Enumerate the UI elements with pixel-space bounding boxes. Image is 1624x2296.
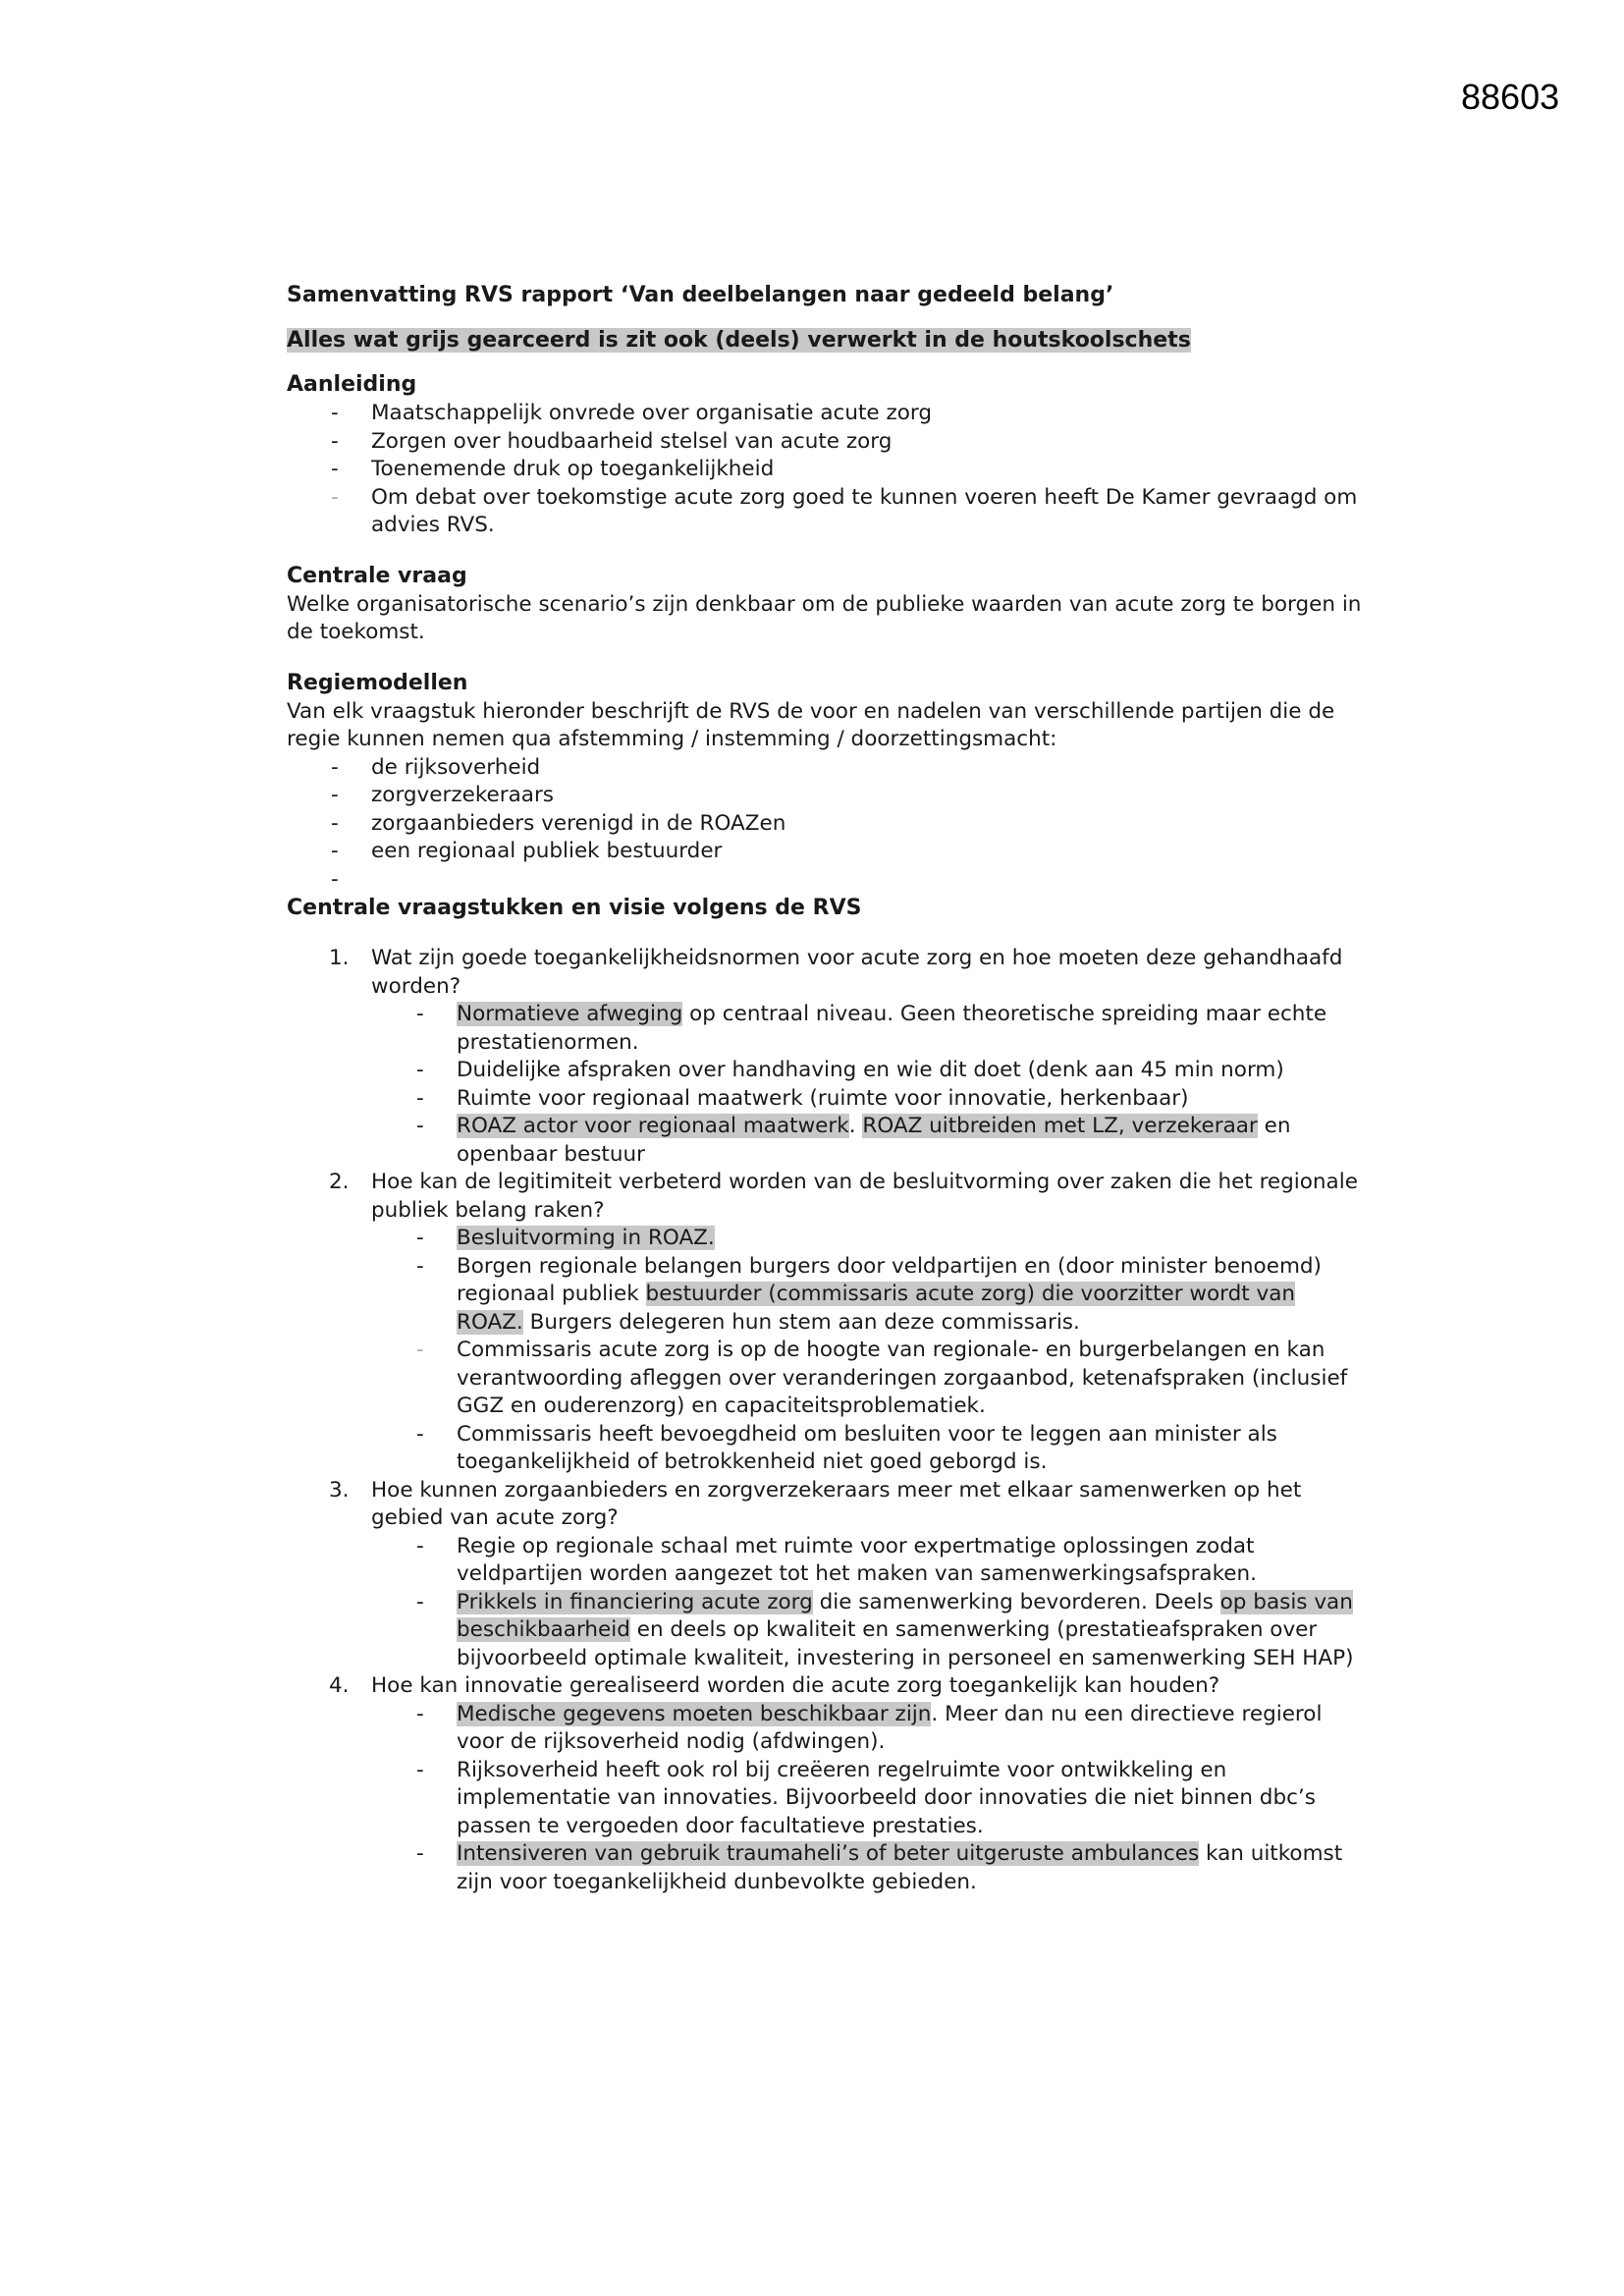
list-item: - Zorgen over houdbaarheid stelsel van acute zorg: [371, 428, 1367, 457]
answer-text: die samenwerking bevorderen. Deels: [812, 1589, 1220, 1614]
question-number: 4.: [329, 1673, 350, 1698]
highlighted-text: Normatieve afweging: [457, 1002, 683, 1026]
answer-text: .: [848, 1114, 863, 1138]
highlighted-text: Besluitvorming in ROAZ.: [457, 1226, 715, 1250]
list-item: - de rijksoverheid: [371, 754, 1367, 783]
list-item: - Om debat over toekomstige acute zorg goed te kunnen voeren heeft De Kamer gevraagd om advies RVS.: [371, 484, 1367, 540]
answer-item: [457, 1701, 1367, 1757]
subtitle-highlight: Alles wat grijs gearceerd is zit ook (deels) verwerkt in de houtskoolschets: [287, 327, 1191, 353]
question-number: 2.: [329, 1170, 350, 1194]
answer-text: Ruimte voor regionaal maatwerk (ruimte voor innovatie, herkenbaar): [457, 1085, 1189, 1111]
regiemodellen-text: Van elk vraagstuk hieronder beschrijft de RVS de voor en nadelen van verschillende partijen die de regie kunnen nemen qua afstemming / instemming / doorzettingsmacht:: [287, 698, 1335, 751]
answer-text: op centraal niveau. Geen theoretische spreiding maar echte prestatienormen.: [457, 1002, 1327, 1055]
heading-vraagstukken: Centrale vraagstukken en visie volgens de RVS: [287, 896, 862, 920]
question-number: 1.: [329, 946, 350, 970]
question-text: Hoe kan innovatie gerealiseerd worden die acute zorg toegankelijk kan houden?: [371, 1673, 1220, 1698]
answer-text: en deels op kwaliteit en samenwerking (prestatieafspraken over bijvoorbeeld optimale kwaliteit, investering in personeel en samenwerking SEH HAP): [457, 1617, 1354, 1670]
question-item: [329, 1169, 1367, 1477]
answer-text: Regie op regionale schaal met ruimte voor expertmatige oplossingen zodat veldpartijen worden aangezet tot het maken van samenwerkingsafspraken.: [457, 1533, 1257, 1586]
question-text: Hoe kan de legitimiteit verbeterd worden van de besluitvorming over zaken die het regionale publiek belang raken?: [371, 1170, 1358, 1223]
question-number: 3.: [329, 1477, 350, 1503]
answer-text: en openbaar bestuur: [457, 1114, 1291, 1167]
answer-text: Commissaris heeft bevoegdheid om besluiten voor te leggen aan minister als toegankelijkheid of betrokkenheid niet goed geborgd is.: [457, 1421, 1277, 1474]
answer-item: [457, 1589, 1367, 1673]
answer-item: [457, 1757, 1367, 1841]
question-text: Wat zijn goede toegankelijkheidsnormen voor acute zorg en hoe moeten deze gehandhaafd worden?: [371, 946, 1343, 999]
centrale-vraag-text: Welke organisatorische scenario’s zijn denkbaar om de publieke waarden van acute zorg te borgen in de toekomst.: [287, 591, 1362, 644]
heading-aanleiding: Aanleiding: [287, 372, 417, 397]
aanleiding-list: [287, 400, 1367, 540]
regiemodellen-list: [287, 754, 1367, 895]
highlighted-text: Prikkels in financiering acute zorg: [457, 1589, 813, 1614]
answer-text: Rijksoverheid heeft ook rol bij creëeren regelruimte voor ontwikkeling en implementatie van innovaties. Bijvoorbeeld door innovaties die niet binnen dbc’s passen te vergoeden door facultatieve prestaties.: [457, 1757, 1316, 1838]
answer-item: [457, 1057, 1367, 1085]
answer-item: [457, 1113, 1367, 1169]
document-subtitle: [287, 327, 1367, 355]
answer-item: [457, 1533, 1367, 1589]
list-item: - Maatschappelijk onvrede over organisatie acute zorg: [371, 400, 1367, 428]
answer-item: [457, 1225, 1367, 1253]
answer-item: [457, 1421, 1367, 1477]
heading-centrale-vraag: Centrale vraag: [287, 563, 467, 588]
highlighted-text: Medische gegevens moeten beschikbaar zijn: [457, 1701, 932, 1726]
answer-list: [371, 1001, 1367, 1169]
heading-regiemodellen: Regiemodellen: [287, 670, 468, 695]
answer-list: [371, 1225, 1367, 1477]
answer-text: Borgen regionale belangen burgers door veldpartijen en (door minister benoemd) regionaal publiek: [457, 1253, 1322, 1306]
list-item: - Toenemende druk op toegankelijkheid: [371, 456, 1367, 484]
highlighted-text: op basis van beschikbaarheid: [457, 1589, 1353, 1642]
answer-item: [457, 1001, 1367, 1057]
answer-item: [457, 1085, 1367, 1114]
highlighted-text: Intensiveren van gebruik traumaheli’s of beter uitgeruste ambulances: [457, 1841, 1200, 1866]
list-item: - een regionaal publiek bestuurder: [371, 838, 1367, 866]
list-item: - zorgaanbieders verenigd in de ROAZen: [371, 810, 1367, 839]
list-item: - zorgverzekeraars: [371, 782, 1367, 810]
answer-list: [371, 1701, 1367, 1897]
document-title: Samenvatting RVS rapport ‘Van deelbelangen naar gedeeld belang’: [287, 283, 1114, 307]
questions-list: [287, 945, 1367, 1896]
highlighted-text: ROAZ actor voor regionaal maatwerk: [457, 1114, 849, 1138]
highlighted-text: bestuurder (commissaris acute zorg) die voorzitter wordt van ROAZ.: [457, 1282, 1296, 1335]
answer-text: kan uitkomst zijn voor toegankelijkheid dunbevolkte gebieden.: [457, 1841, 1343, 1894]
highlighted-text: ROAZ uitbreiden met LZ, verzekeraar: [862, 1114, 1258, 1138]
answer-text: Duidelijke afspraken over handhaving en wie dit doet (denk aan 45 min norm): [457, 1058, 1284, 1082]
answer-text: . Meer dan nu een directieve regierol voor de rijksoverheid nodig (afdwingen).: [457, 1701, 1323, 1754]
answer-item: [457, 1253, 1367, 1338]
question-item: [329, 945, 1367, 1169]
empty-list-item: [371, 866, 1367, 895]
answer-item: [457, 1840, 1367, 1896]
question-item: [329, 1477, 1367, 1673]
document-body: [287, 282, 1367, 1896]
answer-item: [457, 1337, 1367, 1421]
question-text: Hoe kunnen zorgaanbieders en zorgverzekeraars meer met elkaar samenwerken op het gebied van acute zorg?: [371, 1477, 1302, 1530]
answer-list: [371, 1533, 1367, 1673]
document-number: 88603: [1461, 77, 1560, 117]
answer-text: Burgers delegeren hun stem aan deze commissaris.: [522, 1309, 1080, 1335]
answer-text: Commissaris acute zorg is op de hoogte van regionale- en burgerbelangen en kan verantwoording afleggen over veranderingen zorgaanbod, ketenafspraken (inclusief GGZ en ouderenzorg) en capaciteitsproblematiek.: [457, 1338, 1348, 1418]
question-item: [329, 1672, 1367, 1896]
